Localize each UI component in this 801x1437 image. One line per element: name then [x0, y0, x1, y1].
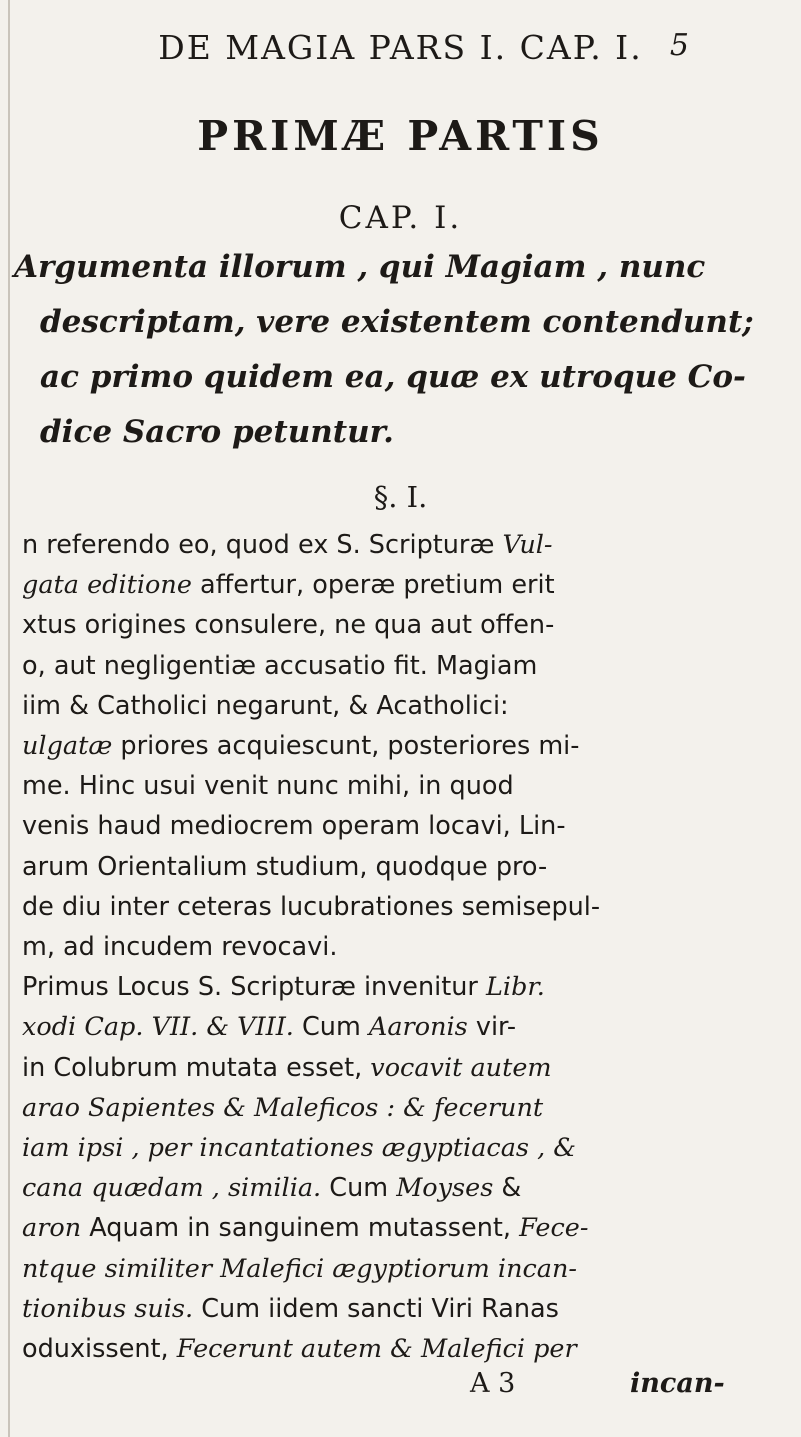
section-number: §. I.	[373, 480, 428, 514]
body-line	[22, 1213, 589, 1244]
body-line	[22, 1012, 517, 1043]
text-run: priores acquiescunt, posteriores mi-	[112, 731, 580, 761]
text-run: de diu inter ceteras lucubrationes semisepul-	[22, 891, 601, 922]
argument-line: descriptam, vere existentem contendunt;	[40, 304, 754, 340]
italic-run: cana quædam , similia.	[22, 1173, 322, 1204]
italic-run: vocavit autem	[370, 1052, 552, 1083]
text-run: Cum	[321, 1173, 397, 1204]
body-line	[22, 731, 580, 761]
signature-mark: A 3	[470, 1368, 516, 1399]
body-line	[22, 1133, 577, 1163]
body-line	[22, 1334, 577, 1364]
italic-run: arao Sapientes & Maleficos : & fecerunt	[22, 1092, 544, 1123]
body-line	[22, 1092, 544, 1123]
italic-run: Fecerunt autem & Malefici per	[176, 1334, 577, 1364]
body-line	[22, 1173, 522, 1204]
part-title: PRIMÆ PARTIS	[197, 112, 604, 160]
body-line	[22, 570, 555, 601]
body-line	[22, 932, 338, 962]
body-line	[22, 851, 548, 882]
text-run: me. Hinc usui venit nunc mihi, in quod	[22, 771, 514, 802]
body-line	[22, 610, 555, 641]
italic-run: Fece-	[519, 1213, 589, 1244]
italic-run: ntque similiter Malefici ægyptiorum incan-	[22, 1253, 578, 1284]
body-line	[22, 811, 566, 842]
italic-run: Vul-	[502, 530, 553, 560]
text-run: iim & Catholici negarunt, & Acatholici:	[22, 690, 509, 721]
text-run: &	[493, 1173, 522, 1204]
argument-line: dice Sacro petuntur.	[40, 414, 394, 450]
body-line	[22, 530, 553, 560]
running-head-text: DE MAGIA PARS I. CAP. I.	[158, 28, 643, 67]
text-run: Cum iidem sancti Viri Ranas	[193, 1293, 559, 1324]
italic-run: aron	[22, 1213, 82, 1244]
body-line	[22, 1293, 559, 1324]
body-line	[22, 690, 509, 721]
body-line	[22, 650, 538, 681]
italic-run: Moyses	[396, 1173, 494, 1204]
catchword: incan-	[630, 1368, 725, 1399]
body-line	[22, 771, 514, 802]
text-run: xtus origines consulere, ne qua aut offen-	[22, 610, 555, 641]
body-line	[22, 891, 601, 922]
page-number: 5	[669, 28, 691, 63]
text-run: vir-	[467, 1012, 517, 1043]
text-run: n referendo eo, quod ex S. Scripturæ	[22, 530, 503, 560]
text-run: venis haud mediocrem operam locavi, Lin-	[22, 811, 566, 842]
italic-run: xodi Cap. VII. & VIII.	[22, 1012, 294, 1043]
text-run: affertur, operæ pretium erit	[191, 570, 555, 601]
text-run: Cum	[293, 1012, 369, 1043]
text-run: Aquam in sanguinem mutassent,	[81, 1213, 520, 1244]
text-run: oduxissent,	[22, 1334, 177, 1364]
argument-line: ac primo quidem ea, quæ ex utroque Co-	[40, 359, 746, 395]
chapter-heading: CAP. I.	[338, 200, 463, 236]
italic-run: Aaronis	[368, 1012, 468, 1043]
text-run: Primus Locus S. Scripturæ invenitur	[22, 972, 486, 1003]
body-line	[22, 1253, 578, 1284]
text-run: m, ad incudem revocavi.	[22, 932, 338, 962]
italic-run: ulgatæ	[22, 731, 113, 761]
italic-run: tionibus suis.	[22, 1293, 194, 1324]
italic-run: iam ipsi , per incantationes ægyptiacas , &	[22, 1133, 577, 1163]
running-head	[0, 28, 801, 67]
text-run: in Colubrum mutata esset,	[22, 1052, 371, 1083]
text-run: arum Orientalium studium, quodque pro-	[22, 851, 548, 882]
italic-run: Libr.	[486, 972, 545, 1003]
italic-run: gata editione	[22, 570, 192, 601]
text-run: o, aut negligentiæ accusatio fit. Magiam	[22, 650, 538, 681]
body-line	[22, 972, 545, 1003]
argument-line: Argumenta illorum , qui Magiam , nunc	[14, 249, 706, 285]
body-line	[22, 1052, 552, 1083]
